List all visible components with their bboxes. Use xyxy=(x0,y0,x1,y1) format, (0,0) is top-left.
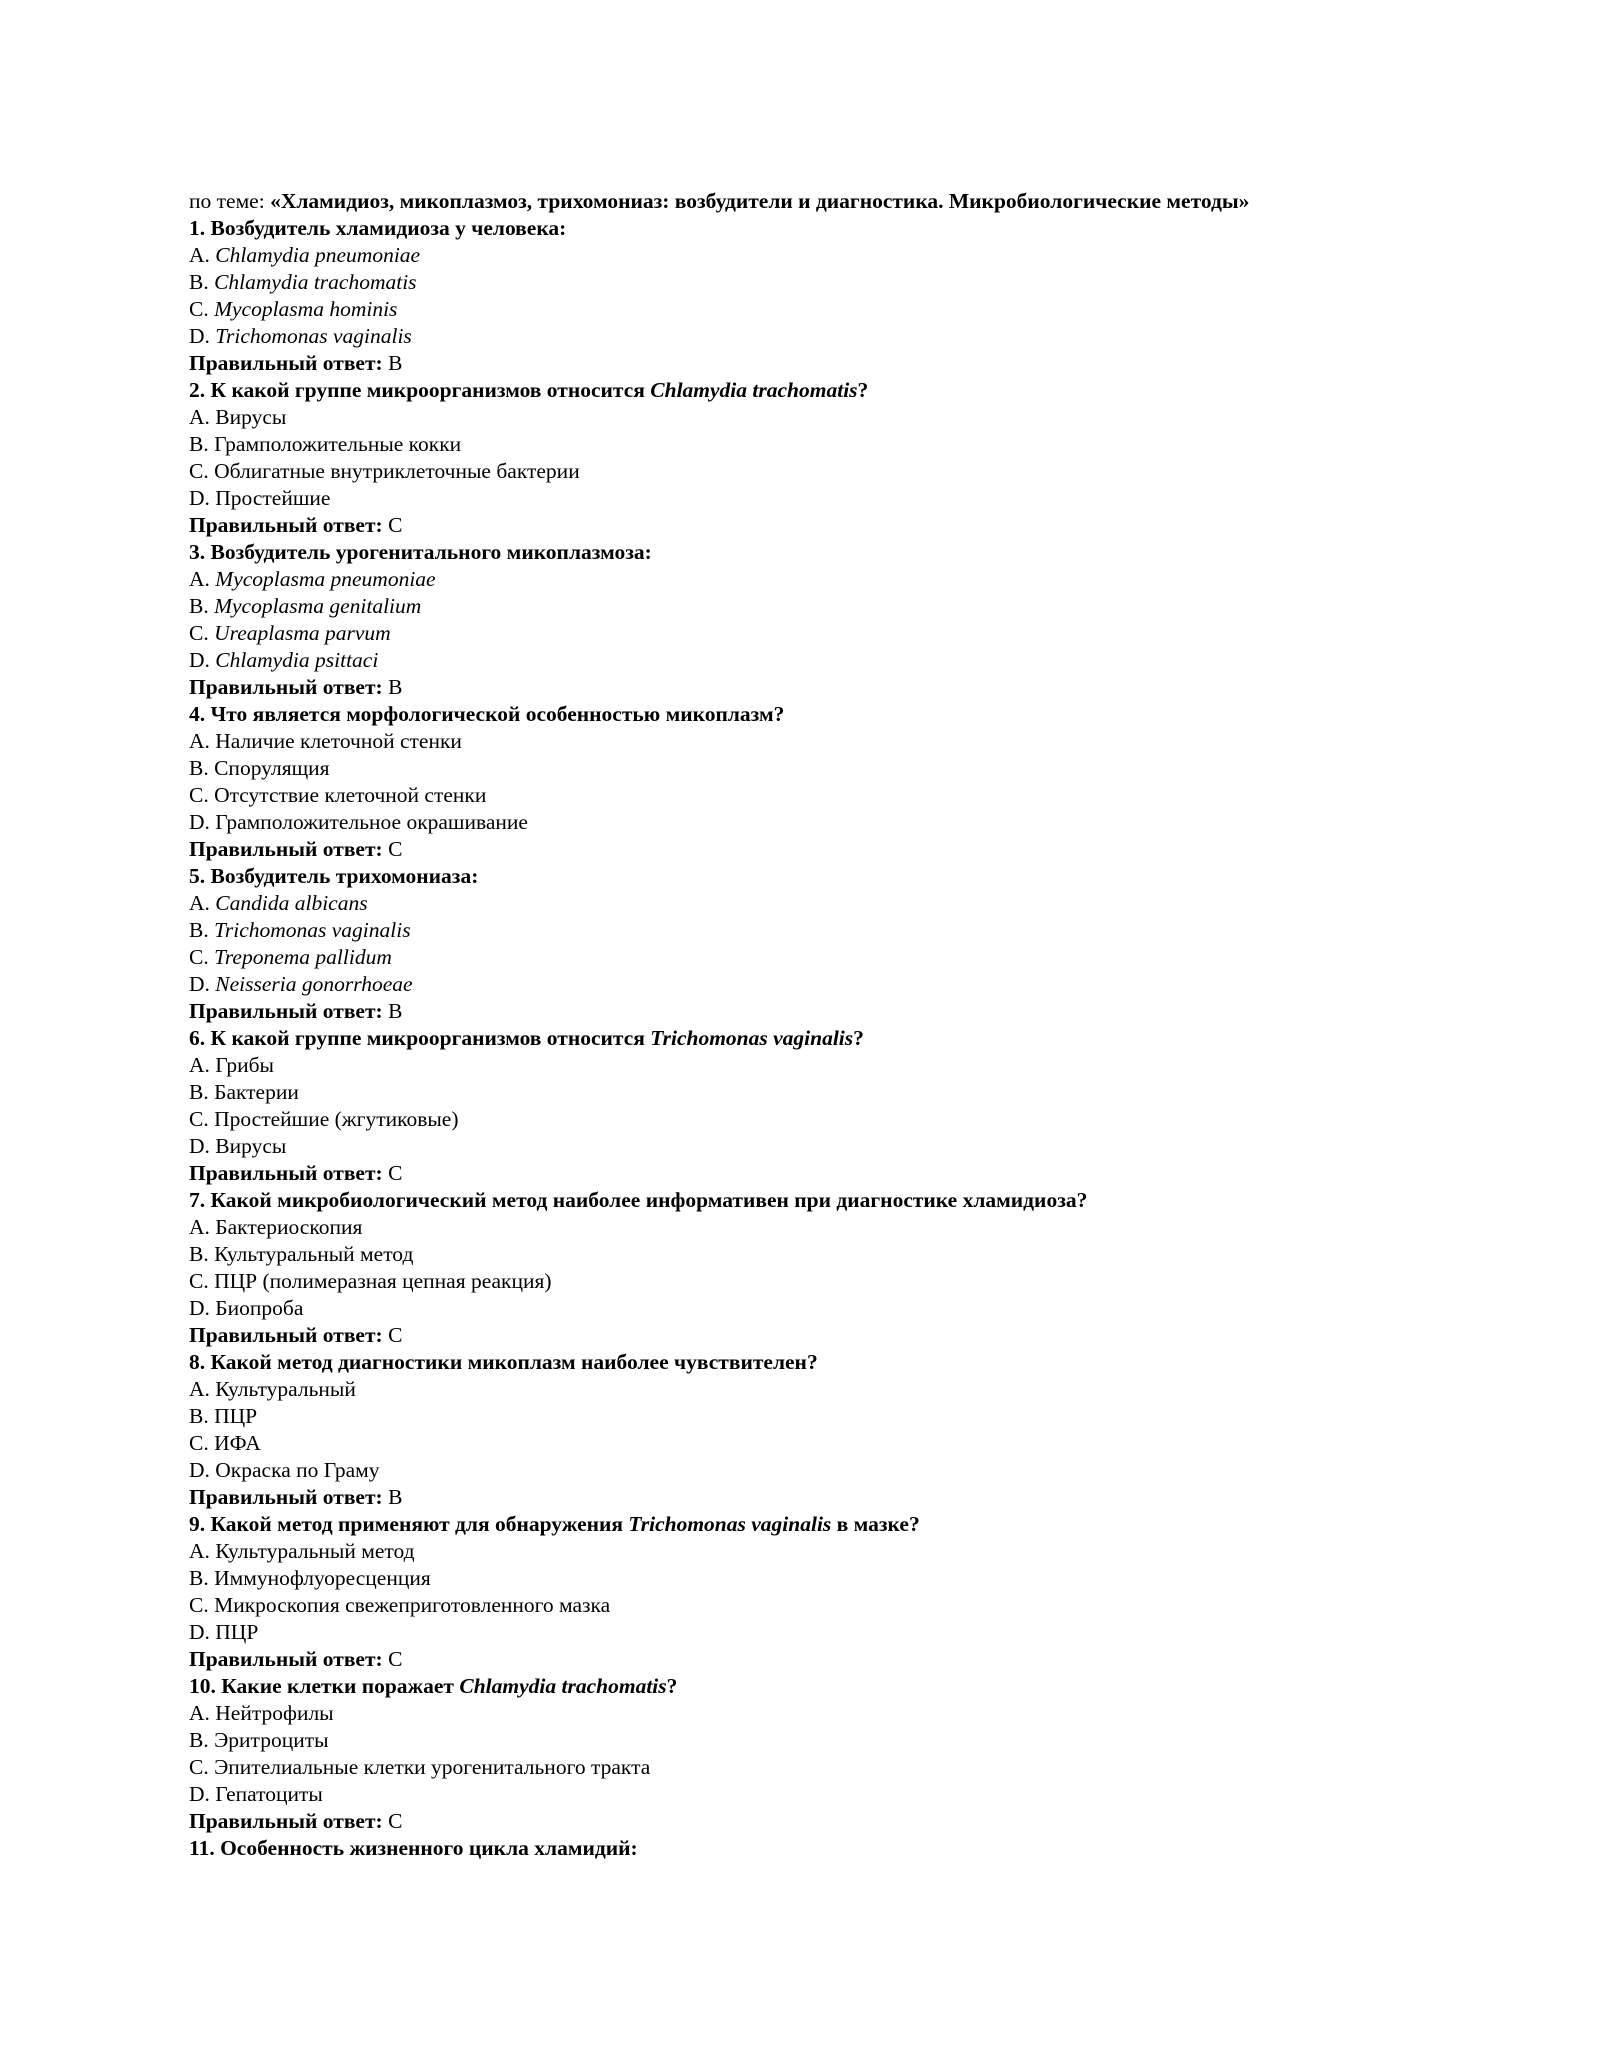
correct-answer-label: Правильный ответ: xyxy=(189,1161,383,1185)
option-letter: C. xyxy=(189,1107,209,1131)
option-text: Культуральный метод xyxy=(215,1539,415,1563)
option-letter: C. xyxy=(189,621,209,645)
option-text: ПЦР xyxy=(214,1404,258,1428)
question-heading xyxy=(189,1349,1439,1376)
question-heading xyxy=(189,863,1439,890)
question-text: в мазке? xyxy=(831,1512,920,1536)
option-text: Trichomonas vaginalis xyxy=(214,918,411,942)
option-text: Trichomonas vaginalis xyxy=(215,324,412,348)
question-list xyxy=(189,215,1439,1862)
correct-answer-value: C xyxy=(388,513,403,537)
answer-option xyxy=(189,647,1439,674)
answer-option xyxy=(189,566,1439,593)
option-letter: A. xyxy=(189,567,210,591)
question-heading xyxy=(189,701,1439,728)
answer-option xyxy=(189,1565,1439,1592)
answer-option xyxy=(189,458,1439,485)
question-text: Какой метод применяют для обнаружения xyxy=(210,1512,629,1536)
answer-option xyxy=(189,890,1439,917)
correct-answer xyxy=(189,674,1439,701)
option-letter: C. xyxy=(189,783,209,807)
question-text-species: Chlamydia trachomatis xyxy=(459,1674,667,1698)
answer-option xyxy=(189,1754,1439,1781)
option-letter: A. xyxy=(189,405,210,429)
topic-line xyxy=(189,188,1439,215)
correct-answer xyxy=(189,1322,1439,1349)
option-letter: D. xyxy=(189,1620,210,1644)
question-text-species: Chlamydia trachomatis xyxy=(650,378,858,402)
question-number: 5. xyxy=(189,864,206,888)
question-text: Какие клетки поражает xyxy=(221,1674,460,1698)
option-letter: C. xyxy=(189,459,209,483)
question-text-species: Trichomonas vaginalis xyxy=(650,1026,854,1050)
question-text-species: Trichomonas vaginalis xyxy=(628,1512,832,1536)
question-block xyxy=(189,1349,1439,1511)
option-text: Эпителиальные клетки урогенитального тракта xyxy=(214,1755,651,1779)
option-letter: D. xyxy=(189,324,210,348)
question-heading xyxy=(189,1673,1439,1700)
option-letter: D. xyxy=(189,486,210,510)
question-number: 7. xyxy=(189,1188,206,1212)
option-letter: C. xyxy=(189,1593,209,1617)
question-heading xyxy=(189,1187,1439,1214)
answer-option xyxy=(189,1295,1439,1322)
question-block xyxy=(189,1187,1439,1349)
correct-answer-value: B xyxy=(388,1485,403,1509)
question-text: ? xyxy=(857,378,869,402)
option-text: Микроскопия свежеприготовленного мазка xyxy=(214,1593,611,1617)
option-text: Отсутствие клеточной стенки xyxy=(214,783,487,807)
question-text: ? xyxy=(666,1674,678,1698)
correct-answer-value: B xyxy=(388,999,403,1023)
option-letter: B. xyxy=(189,756,209,780)
option-letter: B. xyxy=(189,1566,209,1590)
option-letter: A. xyxy=(189,729,210,753)
option-text: Chlamydia trachomatis xyxy=(214,270,417,294)
answer-option xyxy=(189,1052,1439,1079)
question-heading xyxy=(189,215,1439,242)
option-text: Бактериоскопия xyxy=(215,1215,363,1239)
option-text: ПЦР (полимеразная цепная реакция) xyxy=(214,1269,552,1293)
option-text: Mycoplasma genitalium xyxy=(214,594,422,618)
question-text: Какой микробиологический метод наиболее информативен при диагностике хламидиоза? xyxy=(210,1188,1088,1212)
question-block xyxy=(189,701,1439,863)
correct-answer xyxy=(189,836,1439,863)
option-letter: A. xyxy=(189,891,210,915)
question-text: Особенность жизненного цикла хламидий: xyxy=(220,1836,638,1860)
question-text: Возбудитель урогенитального микоплазмоза: xyxy=(210,540,652,564)
answer-option xyxy=(189,1241,1439,1268)
question-number: 9. xyxy=(189,1512,206,1536)
correct-answer xyxy=(189,1646,1439,1673)
answer-option xyxy=(189,485,1439,512)
question-number: 1. xyxy=(189,216,206,240)
document-page xyxy=(189,188,1439,1862)
answer-option xyxy=(189,1268,1439,1295)
correct-answer-label: Правильный ответ: xyxy=(189,1647,383,1671)
correct-answer-label: Правильный ответ: xyxy=(189,351,383,375)
option-text: Treponema pallidum xyxy=(214,945,392,969)
answer-option xyxy=(189,242,1439,269)
answer-option xyxy=(189,620,1439,647)
question-text: К какой группе микроорганизмов относится xyxy=(210,1026,651,1050)
option-text: Наличие клеточной стенки xyxy=(215,729,462,753)
option-text: Гепатоциты xyxy=(215,1782,323,1806)
option-letter: A. xyxy=(189,243,210,267)
question-block xyxy=(189,539,1439,701)
question-text: ? xyxy=(853,1026,864,1050)
question-text: Какой метод диагностики микоплазм наиболее чувствителен? xyxy=(210,1350,818,1374)
topic-prefix: по теме: xyxy=(189,189,271,213)
correct-answer-value: B xyxy=(388,351,403,375)
option-letter: C. xyxy=(189,1755,209,1779)
question-text: Возбудитель хламидиоза у человека: xyxy=(210,216,567,240)
option-letter: B. xyxy=(189,1242,209,1266)
question-heading xyxy=(189,539,1439,566)
option-text: ИФА xyxy=(214,1431,261,1455)
option-letter: C. xyxy=(189,1269,209,1293)
correct-answer-value: C xyxy=(388,1809,403,1833)
answer-option xyxy=(189,323,1439,350)
question-number: 3. xyxy=(189,540,206,564)
correct-answer xyxy=(189,350,1439,377)
correct-answer xyxy=(189,1160,1439,1187)
question-number: 6. xyxy=(189,1026,206,1050)
answer-option xyxy=(189,1079,1439,1106)
question-number: 11. xyxy=(189,1836,215,1860)
option-letter: A. xyxy=(189,1215,210,1239)
option-text: Candida albicans xyxy=(215,891,368,915)
option-letter: D. xyxy=(189,1782,210,1806)
option-letter: C. xyxy=(189,1431,209,1455)
question-number: 8. xyxy=(189,1350,206,1374)
option-text: Облигатные внутриклеточные бактерии xyxy=(214,459,580,483)
option-text: Биопроба xyxy=(215,1296,304,1320)
option-text: Спорулящия xyxy=(214,756,330,780)
question-heading xyxy=(189,377,1439,404)
question-heading xyxy=(189,1835,1439,1862)
option-text: Бактерии xyxy=(214,1080,299,1104)
option-letter: A. xyxy=(189,1539,210,1563)
option-text: Иммунофлуоресценция xyxy=(214,1566,431,1590)
answer-option xyxy=(189,1781,1439,1808)
answer-option xyxy=(189,431,1439,458)
question-heading xyxy=(189,1511,1439,1538)
answer-option xyxy=(189,1214,1439,1241)
correct-answer-value: C xyxy=(388,1647,403,1671)
option-letter: B. xyxy=(189,270,209,294)
answer-option xyxy=(189,809,1439,836)
question-text: Возбудитель трихомониаза: xyxy=(210,864,479,888)
answer-option xyxy=(189,1403,1439,1430)
option-letter: D. xyxy=(189,810,210,834)
option-letter: B. xyxy=(189,594,209,618)
correct-answer-label: Правильный ответ: xyxy=(189,1485,383,1509)
question-number: 4. xyxy=(189,702,206,726)
answer-option xyxy=(189,1592,1439,1619)
question-block xyxy=(189,1025,1439,1187)
answer-option xyxy=(189,755,1439,782)
option-letter: A. xyxy=(189,1377,210,1401)
option-text: Культуральный xyxy=(215,1377,356,1401)
answer-option xyxy=(189,1619,1439,1646)
option-text: Ureaplasma parvum xyxy=(214,621,391,645)
option-letter: B. xyxy=(189,1080,209,1104)
option-letter: A. xyxy=(189,1053,210,1077)
answer-option xyxy=(189,728,1439,755)
correct-answer xyxy=(189,1484,1439,1511)
question-number: 2. xyxy=(189,378,206,402)
option-text: Грамположительное окрашивание xyxy=(215,810,528,834)
correct-answer-value: C xyxy=(388,1323,403,1347)
option-letter: D. xyxy=(189,648,210,672)
option-text: Chlamydia psittaci xyxy=(215,648,379,672)
question-text: К какой группе микроорганизмов относится xyxy=(210,378,651,402)
option-letter: D. xyxy=(189,1458,210,1482)
answer-option xyxy=(189,269,1439,296)
correct-answer-label: Правильный ответ: xyxy=(189,513,383,537)
answer-option xyxy=(189,404,1439,431)
question-number: 10. xyxy=(189,1674,216,1698)
question-block xyxy=(189,1511,1439,1673)
answer-option xyxy=(189,944,1439,971)
answer-option xyxy=(189,971,1439,998)
correct-answer-value: B xyxy=(388,675,403,699)
option-text: Neisseria gonorrhoeae xyxy=(215,972,413,996)
question-block xyxy=(189,863,1439,1025)
answer-option xyxy=(189,917,1439,944)
option-letter: C. xyxy=(189,945,209,969)
answer-option xyxy=(189,1727,1439,1754)
option-letter: B. xyxy=(189,432,209,456)
option-text: Mycoplasma hominis xyxy=(214,297,398,321)
option-letter: D. xyxy=(189,1296,210,1320)
option-text: Mycoplasma pneumoniae xyxy=(215,567,436,591)
question-block xyxy=(189,1673,1439,1835)
answer-option xyxy=(189,1538,1439,1565)
option-text: Вирусы xyxy=(215,1134,287,1158)
option-text: Простейшие (жгутиковые) xyxy=(214,1107,459,1131)
option-text: Грибы xyxy=(215,1053,274,1077)
answer-option xyxy=(189,1133,1439,1160)
correct-answer xyxy=(189,512,1439,539)
question-block xyxy=(189,1835,1439,1862)
option-letter: C. xyxy=(189,297,209,321)
option-text: Окраска по Граму xyxy=(215,1458,380,1482)
answer-option xyxy=(189,1430,1439,1457)
option-letter: B. xyxy=(189,1728,209,1752)
question-text: Что является морфологической особенностью микоплазм? xyxy=(210,702,785,726)
question-block xyxy=(189,377,1439,539)
option-text: Нейтрофилы xyxy=(215,1701,334,1725)
correct-answer xyxy=(189,1808,1439,1835)
question-block xyxy=(189,215,1439,377)
answer-option xyxy=(189,782,1439,809)
option-text: Вирусы xyxy=(215,405,287,429)
answer-option xyxy=(189,593,1439,620)
option-letter: D. xyxy=(189,1134,210,1158)
answer-option xyxy=(189,1457,1439,1484)
answer-option xyxy=(189,296,1439,323)
option-letter: B. xyxy=(189,918,209,942)
option-text: Эритроциты xyxy=(214,1728,329,1752)
question-heading xyxy=(189,1025,1439,1052)
option-text: Культуральный метод xyxy=(214,1242,414,1266)
option-text: Грамположительные кокки xyxy=(214,432,462,456)
option-letter: B. xyxy=(189,1404,209,1428)
correct-answer-label: Правильный ответ: xyxy=(189,1809,383,1833)
topic-title: «Хламидиоз, микоплазмоз, трихомониаз: возбудители и диагностика. Микробиологические методы» xyxy=(270,189,1250,213)
option-letter: D. xyxy=(189,972,210,996)
correct-answer-value: C xyxy=(388,837,403,861)
option-text: ПЦР xyxy=(215,1620,259,1644)
answer-option xyxy=(189,1376,1439,1403)
correct-answer-label: Правильный ответ: xyxy=(189,837,383,861)
answer-option xyxy=(189,1106,1439,1133)
option-text: Простейшие xyxy=(215,486,331,510)
correct-answer-label: Правильный ответ: xyxy=(189,1323,383,1347)
correct-answer-label: Правильный ответ: xyxy=(189,999,383,1023)
correct-answer-label: Правильный ответ: xyxy=(189,675,383,699)
option-letter: A. xyxy=(189,1701,210,1725)
correct-answer-value: C xyxy=(388,1161,403,1185)
answer-option xyxy=(189,1700,1439,1727)
option-text: Chlamydia pneumoniae xyxy=(215,243,421,267)
correct-answer xyxy=(189,998,1439,1025)
